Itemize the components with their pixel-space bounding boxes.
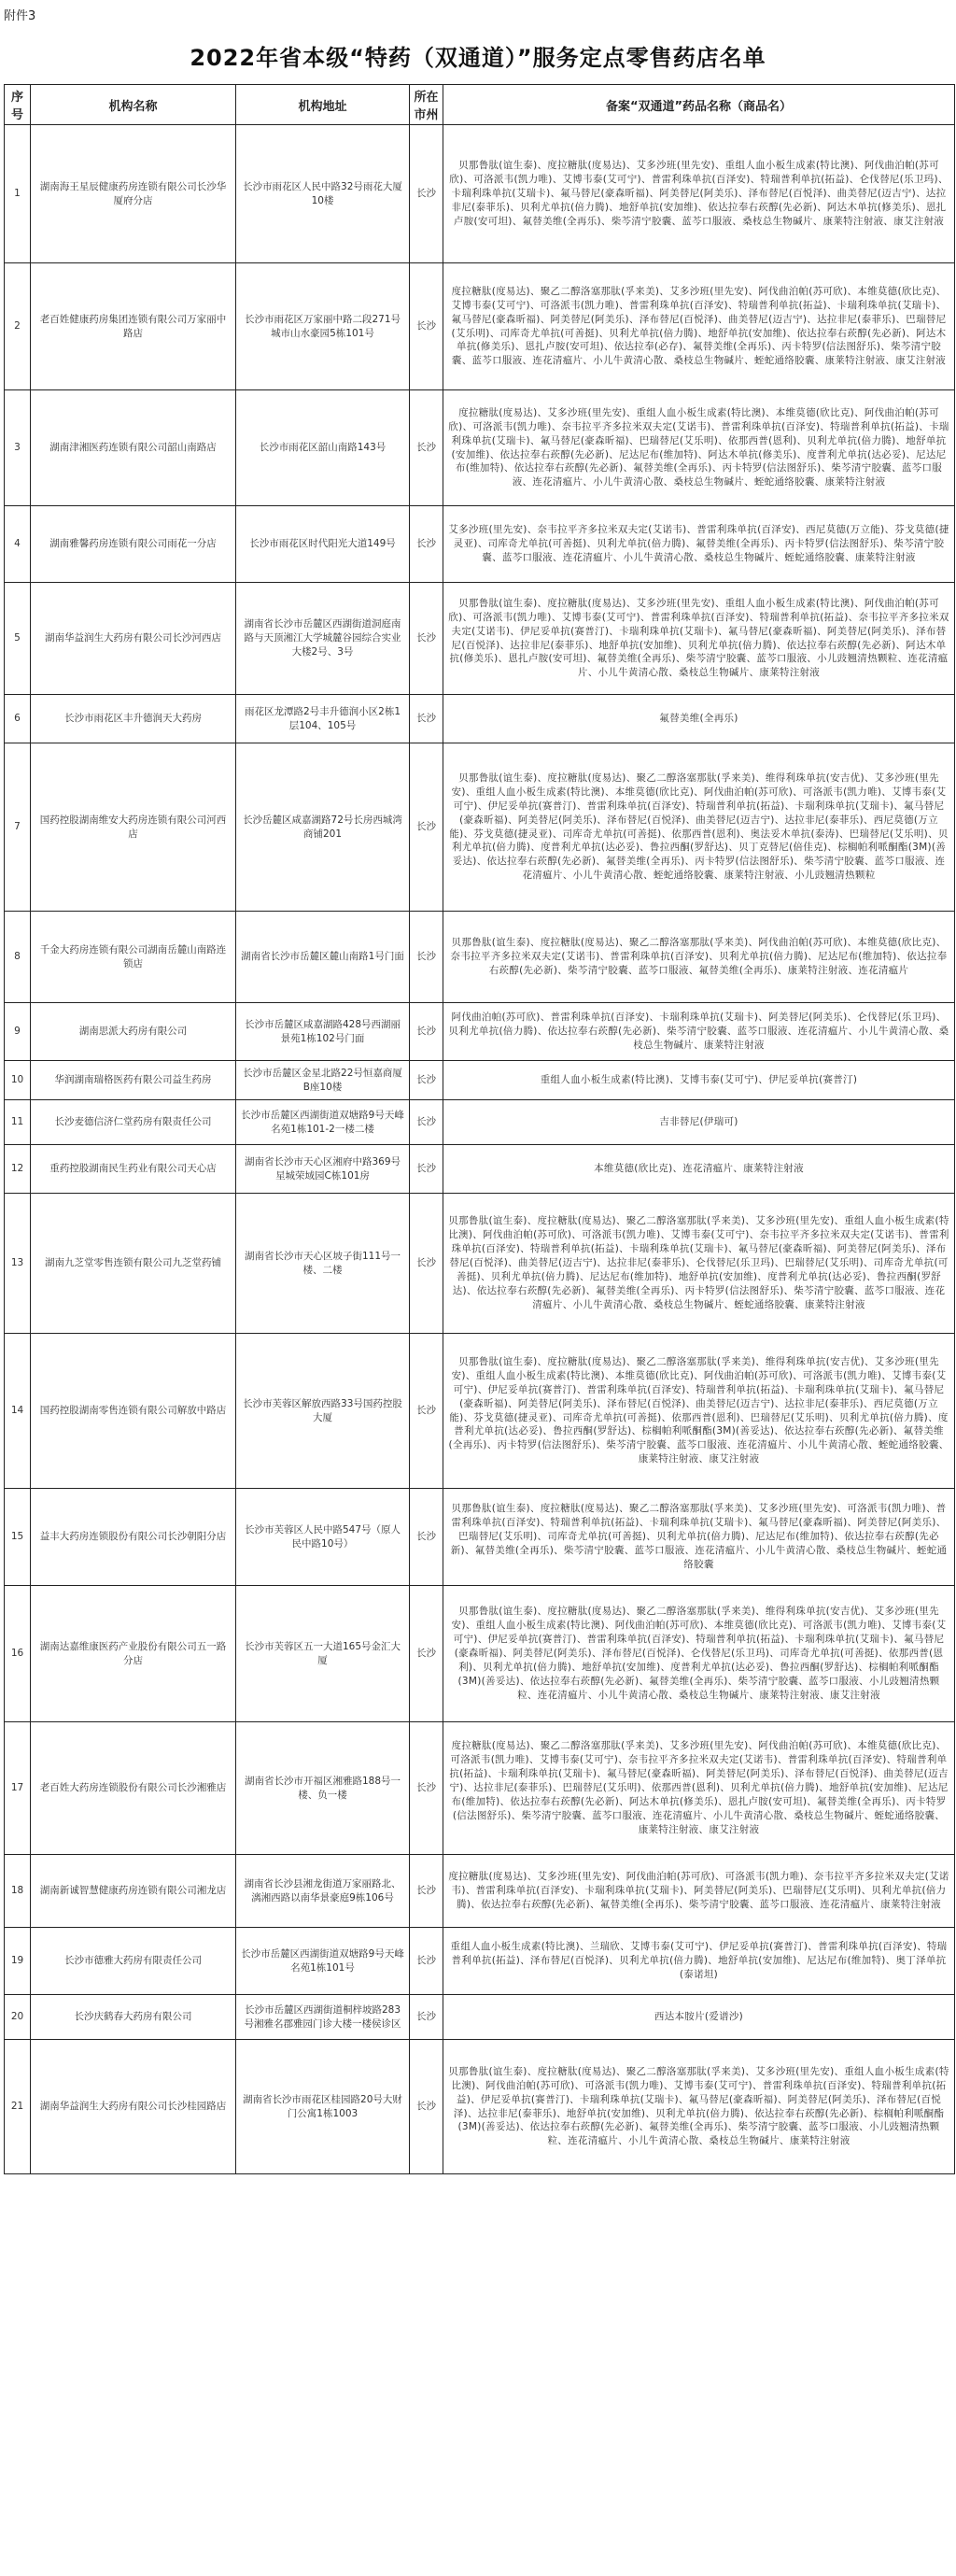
header-address: 机构地址 [236,85,410,125]
table-row [5,1334,955,1489]
city-cell: 长沙 [410,1995,443,2040]
drug-list: 阿伐曲泊帕(苏可欣)、普雷利珠单抗(百泽安)、卡瑞利珠单抗(艾瑞卡)、阿美替尼(阿美乐)、仑伐替尼(乐卫玛)、贝利尤单抗(倍力腾)、依达拉奉右莰醇(先必新)、柴芩清宁胶囊、蓝芩口服液、连花清瘟片、小儿牛黄清心散、桑枝总生物碱片、康莱特注射液 [443,1003,955,1061]
institution-name: 长沙麦德信济仁堂药房有限责任公司 [31,1100,236,1145]
drug-list: 贝那鲁肽(谊生泰)、度拉糖肽(度易达)、聚乙二醇洛塞那肽(孚来美)、维得利珠单抗(安吉优)、艾多沙班(里先安)、重组人血小板生成素(特比澳)、本维莫德(欣比克)、阿伐曲泊帕(苏可欣)、可洛派韦(凯力唯)、艾博韦泰(艾可宁)、伊尼妥单抗(赛普汀)、普雷利珠单抗(百泽安)、特瑞普利单抗(拓益)、卡瑞利珠单抗(艾瑞卡)、氟马替尼(豪森昕福)、阿美替尼(阿美乐)、泽布替尼(百悦泽)、曲美替尼(迈吉宁)、达拉非尼(泰菲乐)、西尼莫德(万立能)、芬戈莫德(捷灵亚)、司库奇尤单抗(可善挺)、依那西普(恩利)、奥法妥木单抗(泰涛)、巴瑞替尼(艾乐明)、贝利尤单抗(倍力腾)、度普利尤单抗(达必妥)、鲁拉西酮(罗舒达)、贝丁克替尼(倍佳克)、棕榈帕利哌酮酯(3M)(善妥达)、依达拉奉右莰醇(先必新)、氟替美维(全再乐)、丙卡特罗(信法图舒乐)、柴芩清宁胶囊、蓝芩口服液、连花清瘟片、小儿牛黄清心散、蛭蛇通络胶囊、康莱特注射液、小儿豉翘清热颗粒 [443,743,955,912]
table-row [5,1145,955,1194]
institution-address: 长沙市芙蓉区五一大道165号金汇大厦 [236,1586,410,1722]
city-cell: 长沙 [410,506,443,583]
city-cell: 长沙 [410,1334,443,1489]
table-body [5,125,955,2174]
city-cell: 长沙 [410,125,443,263]
drug-list: 度拉糖肽(度易达)、艾多沙班(里先安)、重组人血小板生成素(特比澳)、本维莫德(欣比克)、阿伐曲泊帕(苏可欣)、可洛派韦(凯力唯)、奈韦拉平齐多拉米双夫定(艾诺韦)、普雷利珠单抗(百泽安)、特瑞普利单抗(拓益)、卡瑞利珠单抗(艾瑞卡)、氟马替尼(豪森昕福)、巴瑞替尼(艾乐明)、依那西普(恩利)、贝利尤单抗(倍力腾)、地舒单抗(安加维)、依达拉奉右莰醇(先必新)、尼达尼布(维加特)、阿达木单抗(修美乐)、度普利尤单抗(达必妥)、尼达尼布(维加特)、依达拉奉右莰醇(先必新)、氟替美维(全再乐)、丙卡特罗(信法图舒乐)、柴芩清宁胶囊、蓝芩口服液、连花清瘟片、小儿牛黄清心散、桑枝总生物碱片、蛭蛇通络胶囊、康莱特注射液 [443,390,955,506]
table-row [5,1003,955,1061]
table-row [5,1995,955,2040]
institution-name: 湖南海王星辰健康药房连锁有限公司长沙华厦府分店 [31,125,236,263]
institution-address: 长沙市芙蓉区解放西路33号国药控股大厦 [236,1334,410,1489]
drug-list: 重组人血小板生成素(特比澳)、艾博韦泰(艾可宁)、伊尼妥单抗(赛普汀) [443,1061,955,1100]
city-cell: 长沙 [410,1194,443,1334]
city-cell: 长沙 [410,1586,443,1722]
institution-name: 湖南九芝堂零售连锁有限公司九芝堂药铺 [31,1194,236,1334]
row-number: 19 [5,1928,31,1995]
institution-name: 老百姓健康药房集团连锁有限公司万家丽中路店 [31,263,236,390]
table-row [5,1722,955,1855]
institution-address: 长沙市雨花区时代阳光大道149号 [236,506,410,583]
drug-list: 艾多沙班(里先安)、奈韦拉平齐多拉米双夫定(艾诺韦)、普雷利珠单抗(百泽安)、西尼莫德(万立能)、芬戈莫德(捷灵亚)、司库奇尤单抗(可善挺)、贝利尤单抗(倍力腾)、氟替美维(全再乐)、丙卡特罗(信法图舒乐)、柴芩清宁胶囊、蓝芩口服液、连花清瘟片、小儿牛黄清心散、桑枝总生物碱片、蛭蛇通络胶囊、康莱特注射液 [443,506,955,583]
drug-list: 贝那鲁肽(谊生泰)、度拉糖肽(度易达)、聚乙二醇洛塞那肽(孚来美)、维得利珠单抗(安吉优)、艾多沙班(里先安)、重组人血小板生成素(特比澳)、阿伐曲泊帕(苏可欣)、本维莫德(欣比克)、可洛派韦(凯力唯)、艾博韦泰(艾可宁)、伊尼妥单抗(赛普汀)、普雷利珠单抗(百泽安)、特瑞普利单抗(拓益)、卡瑞利珠单抗(艾瑞卡)、氟马替尼(豪森昕福)、阿美替尼(阿美乐)、泽布替尼(百悦泽)、仑伐替尼(乐卫玛)、司库奇尤单抗(可善挺)、依那西普(恩利)、贝利尤单抗(倍力腾)、地舒单抗(安加维)、度普利尤单抗(达必妥)、鲁拉西酮(罗舒达)、棕榈帕利哌酮酯(3M)(善妥达)、依达拉奉右莰醇(先必新)、氟替美维(全再乐)、柴芩清宁胶囊、蓝芩口服液、小儿豉翘清热颗粒、连花清瘟片、小儿牛黄清心散、桑枝总生物碱片、康莱特注射液、康艾注射液 [443,1586,955,1722]
institution-address: 长沙市雨花区人民中路32号雨花大厦10楼 [236,125,410,263]
city-cell: 长沙 [410,743,443,912]
city-cell: 长沙 [410,1061,443,1100]
institution-address: 湖南省长沙市开福区湘雅路188号一楼、负一楼 [236,1722,410,1855]
table-row [5,1586,955,1722]
header-no: 序号 [5,85,31,125]
row-number: 7 [5,743,31,912]
city-cell: 长沙 [410,1003,443,1061]
institution-name: 益丰大药房连锁股份有限公司长沙朝阳分店 [31,1489,236,1586]
row-number: 10 [5,1061,31,1100]
city-cell: 长沙 [410,1489,443,1586]
institution-address: 湖南省长沙市岳麓区麓山南路1号门面 [236,912,410,1003]
table-row [5,583,955,695]
row-number: 17 [5,1722,31,1855]
row-number: 18 [5,1855,31,1928]
institution-name: 重药控股湖南民生药业有限公司天心店 [31,1145,236,1194]
row-number: 11 [5,1100,31,1145]
institution-address: 雨花区龙潭路2号丰升德润小区2栋1层104、105号 [236,695,410,743]
page-title: 2022年省本级“特药（双通道）”服务定点零售药店名单 [190,45,766,71]
row-number: 3 [5,390,31,506]
row-number: 12 [5,1145,31,1194]
table-row [5,1061,955,1100]
drug-list: 度拉糖肽(度易达)、聚乙二醇洛塞那肽(孚来美)、艾多沙班(里先安)、阿伐曲泊帕(苏可欣)、本维莫德(欣比克)、艾博韦泰(艾可宁)、可洛派韦(凯力唯)、普雷利珠单抗(百泽安)、特瑞普利单抗(拓益)、卡瑞利珠单抗(艾瑞卡)、氟马替尼(豪森昕福)、阿美替尼(阿美乐)、泽布替尼(百悦泽)、曲美替尼(迈吉宁)、达拉非尼(泰菲乐)、巴瑞替尼(艾乐明)、司库奇尤单抗(可善挺)、贝利尤单抗(倍力腾)、地舒单抗(安加维)、依达拉奉右莰醇(先必新)、阿达木单抗(修美乐)、恩扎卢胺(安可坦)、依达拉奉(必存)、氟替美维(全再乐)、丙卡特罗(信法图舒乐)、柴芩清宁胶囊、蓝芩口服液、连花清瘟片、小儿牛黄清心散、桑枝总生物碱片、蛭蛇通络胶囊、康莱特注射液、康艾注射液 [443,263,955,390]
city-cell: 长沙 [410,390,443,506]
table-row [5,506,955,583]
row-number: 1 [5,125,31,263]
row-number: 20 [5,1995,31,2040]
table-row [5,1100,955,1145]
city-cell: 长沙 [410,263,443,390]
institution-address: 湖南省长沙市天心区湘府中路369号星城荣域园C栋101房 [236,1145,410,1194]
institution-name: 湖南新诚智慧健康药房连锁有限公司湘龙店 [31,1855,236,1928]
header-city: 所在市州 [410,85,443,125]
city-cell: 长沙 [410,1100,443,1145]
institution-address: 湖南省长沙市天心区坡子街111号一楼、二楼 [236,1194,410,1334]
row-number: 5 [5,583,31,695]
header-drugs: 备案“双通道”药品名称（商品名） [443,85,955,125]
institution-name: 华润湖南瑞格医药有限公司益生药房 [31,1061,236,1100]
drug-list: 贝那鲁肽(谊生泰)、度拉糖肽(度易达)、聚乙二醇洛塞那肽(孚来美)、艾多沙班(里先安)、重组人血小板生成素(特比澳)、阿伐曲泊帕(苏可欣)、可洛派韦(凯力唯)、艾博韦泰(艾可宁)、普雷利珠单抗(百泽安)、特瑞普利单抗(拓益)、伊尼妥单抗(赛普汀)、卡瑞利珠单抗(艾瑞卡)、氟马替尼(豪森昕福)、阿美替尼(阿美乐)、泽布替尼(百悦泽)、达拉非尼(泰菲乐)、地舒单抗(安加维)、贝利尤单抗(倍力腾)、依达拉奉右莰醇(先必新)、棕榈帕利哌酮酯(3M)(善妥达)、依达拉奉右莰醇(先必新)、氟替美维(全再乐)、柴芩清宁胶囊、蓝芩口服液、小儿豉翘清热颗粒、连花清瘟片、小儿牛黄清心散、桑枝总生物碱片、康莱特注射液 [443,2040,955,2174]
row-number: 14 [5,1334,31,1489]
institution-name: 老百姓大药房连锁股份有限公司长沙湘雅店 [31,1722,236,1855]
row-number: 9 [5,1003,31,1061]
institution-address: 长沙岳麓区咸嘉湖路72号长房西城湾商铺201 [236,743,410,912]
institution-name: 长沙庆鹤春大药房有限公司 [31,1995,236,2040]
table-row [5,695,955,743]
table-row [5,1855,955,1928]
institution-name: 长沙市德雅大药房有限责任公司 [31,1928,236,1995]
institution-address: 湖南省长沙县湘龙街道万家丽路北、漓湘西路以南华景豪庭9栋106号 [236,1855,410,1928]
drug-list: 贝那鲁肽(谊生泰)、度拉糖肽(度易达)、艾多沙班(里先安)、重组人血小板生成素(特比澳)、阿伐曲泊帕(苏可欣)、可洛派韦(凯力唯)、艾博韦泰(艾可宁)、普雷利珠单抗(百泽安)、特瑞普利单抗(拓益)、奈韦拉平齐多拉米双夫定(艾诺韦)、伊尼妥单抗(赛普汀)、卡瑞利珠单抗(艾瑞卡)、氟马替尼(豪森昕福)、阿美替尼(阿美乐)、泽布替尼(百悦泽)、达拉非尼(泰菲乐)、地舒单抗(安加维)、贝利尤单抗(倍力腾)、依达拉奉右莰醇(先必新)、阿达木单抗(修美乐)、恩扎卢胺(安可坦)、氟替美维(全再乐)、柴芩清宁胶囊、蓝芩口服液、小儿豉翘清热颗粒、连花清瘟片、小儿牛黄清心散、桑枝总生物碱片、康莱特注射液 [443,583,955,695]
drug-list: 吉非替尼(伊瑞可) [443,1100,955,1145]
row-number: 8 [5,912,31,1003]
institution-address: 长沙市岳麓区西湖街道桐梓坡路283号湘雅名郡雅园门诊大楼一楼侯诊区 [236,1995,410,2040]
row-number: 15 [5,1489,31,1586]
institution-name: 国药控股湖南维安大药房连锁有限公司河西店 [31,743,236,912]
drug-list: 氟替美维(全再乐) [443,695,955,743]
drug-list: 重组人血小板生成素(特比澳)、兰瑞欣、艾博韦泰(艾可宁)、伊尼妥单抗(赛普汀)、普雷利珠单抗(百泽安)、特瑞普利单抗(拓益)、泽布替尼(百悦泽)、贝利尤单抗(倍力腾)、地舒单抗(安加维)、尼达尼布(维加特)、奥丁泽单抗(泰诺坦) [443,1928,955,1995]
drug-list: 度拉糖肽(度易达)、艾多沙班(里先安)、阿伐曲泊帕(苏可欣)、可洛派韦(凯力唯)、奈韦拉平齐多拉米双夫定(艾诺韦)、普雷利珠单抗(百泽安)、卡瑞利珠单抗(艾瑞卡)、阿美替尼(阿美乐)、巴瑞替尼(艾乐明)、贝利尤单抗(倍力腾)、依达拉奉右莰醇(先必新)、氟替美维(全再乐)、柴芩清宁胶囊、蓝芩口服液、连花清瘟片、康莱特注射液 [443,1855,955,1928]
institution-name: 千金大药房连锁有限公司湖南岳麓山南路连锁店 [31,912,236,1003]
table-row [5,1489,955,1586]
city-cell: 长沙 [410,1928,443,1995]
institution-name: 湖南思派大药房有限公司 [31,1003,236,1061]
city-cell: 长沙 [410,1855,443,1928]
city-cell: 长沙 [410,583,443,695]
row-number: 13 [5,1194,31,1334]
row-number: 6 [5,695,31,743]
institution-name: 湖南达嘉维康医药产业股份有限公司五一路分店 [31,1586,236,1722]
drug-list: 贝那鲁肽(谊生泰)、度拉糖肽(度易达)、聚乙二醇洛塞那肽(孚来美)、阿伐曲泊帕(苏可欣)、本维莫德(欣比克)、奈韦拉平齐多拉米双夫定(艾诺韦)、普雷利珠单抗(百泽安)、贝利尤单抗(倍力腾)、尼达尼布(维加特)、依达拉奉右莰醇(先必新)、柴芩清宁胶囊、蓝芩口服液、氟替美维(全再乐)、康莱特注射液、连花清瘟片 [443,912,955,1003]
institution-address: 湖南省长沙市岳麓区西湖街道洞庭南路与天顶湘江大学城麓谷园综合实业大楼2号、3号 [236,583,410,695]
institution-address: 长沙市岳麓区金星北路22号恒嘉商厦B座10楼 [236,1061,410,1100]
city-cell: 长沙 [410,1722,443,1855]
institution-name: 湖南华益润生大药房有限公司长沙河西店 [31,583,236,695]
institution-address: 长沙市岳麓区西湖街道双塘路9号天峰名苑1栋101-2一楼二楼 [236,1100,410,1145]
drug-list: 西达本胺片(爱谱沙) [443,1995,955,2040]
row-number: 16 [5,1586,31,1722]
institution-name: 国药控股湖南零售连锁有限公司解放中路店 [31,1334,236,1489]
city-cell: 长沙 [410,2040,443,2174]
drug-list: 贝那鲁肽(谊生泰)、度拉糖肽(度易达)、聚乙二醇洛塞那肽(孚来美)、艾多沙班(里先安)、重组人血小板生成素(特比澳)、阿伐曲泊帕(苏可欣)、可洛派韦(凯力唯)、艾博韦泰(艾可宁)、奈韦拉平齐多拉米双夫定(艾诺韦)、普雷利珠单抗(百泽安)、特瑞普利单抗(拓益)、卡瑞利珠单抗(艾瑞卡)、氟马替尼(豪森昕福)、阿美替尼(阿美乐)、泽布替尼(百悦泽)、曲美替尼(迈吉宁)、达拉非尼(泰菲乐)、仑伐替尼(乐卫玛)、巴瑞替尼(艾乐明)、司库奇尤单抗(可善挺)、贝利尤单抗(倍力腾)、尼达尼布(维加特)、地舒单抗(安加维)、度普利尤单抗(达必妥)、鲁拉西酮(罗舒达)、依达拉奉右莰醇(先必新)、氟替美维(全再乐)、丙卡特罗(信法图舒乐)、柴芩清宁胶囊、蓝芩口服液、连花清瘟片、小儿牛黄清心散、桑枝总生物碱片、蛭蛇通络胶囊、康莱特注射液 [443,1194,955,1334]
drug-list: 贝那鲁肽(谊生泰)、度拉糖肽(度易达)、聚乙二醇洛塞那肽(孚来美)、艾多沙班(里先安)、可洛派韦(凯力唯)、普雷利珠单抗(百泽安)、特瑞普利单抗(拓益)、卡瑞利珠单抗(艾瑞卡)、氟马替尼(豪森昕福)、阿美替尼(阿美乐)、巴瑞替尼(艾乐明)、司库奇尤单抗(可善挺)、贝利尤单抗(倍力腾)、尼达尼布(维加特)、依达拉奉右莰醇(先必新)、氟替美维(全再乐)、柴芩清宁胶囊、蓝芩口服液、连花清瘟片、小儿牛黄清心散、桑枝总生物碱片、蛭蛇通络胶囊 [443,1489,955,1586]
city-cell: 长沙 [410,1145,443,1194]
row-number: 2 [5,263,31,390]
institution-name: 长沙市雨花区丰升德润天大药房 [31,695,236,743]
drug-list: 贝那鲁肽(谊生泰)、度拉糖肽(度易达)、聚乙二醇洛塞那肽(孚来美)、维得利珠单抗(安吉优)、艾多沙班(里先安)、重组人血小板生成素(特比澳)、本维莫德(欣比克)、阿伐曲泊帕(苏可欣)、可洛派韦(凯力唯)、艾博韦泰(艾可宁)、伊尼妥单抗(赛普汀)、普雷利珠单抗(百泽安)、特瑞普利单抗(拓益)、卡瑞利珠单抗(艾瑞卡)、氟马替尼(豪森昕福)、阿美替尼(阿美乐)、泽布替尼(百悦泽)、曲美替尼(迈吉宁)、达拉非尼(泰菲乐)、西尼莫德(万立能)、芬戈莫德(捷灵亚)、司库奇尤单抗(可善挺)、依那西普(恩利)、巴瑞替尼(艾乐明)、贝利尤单抗(倍力腾)、度普利尤单抗(达必妥)、鲁拉西酮(罗舒达)、棕榈帕利哌酮酯(3M)(善妥达)、依达拉奉右莰醇(先必新)、氟替美维(全再乐)、丙卡特罗(信法图舒乐)、柴芩清宁胶囊、蓝芩口服液、连花清瘟片、小儿牛黄清心散、蛭蛇通络胶囊、康莱特注射液、康艾注射液 [443,1334,955,1489]
institution-name: 湖南津湘医药连锁有限公司韶山南路店 [31,390,236,506]
table-row [5,1194,955,1334]
institution-name: 湖南华益润生大药房有限公司长沙桂园路店 [31,2040,236,2174]
annex-label: 附件3 [4,9,36,23]
row-number: 21 [5,2040,31,2174]
institution-address: 长沙市岳麓区咸嘉湖路428号西湖丽景苑1栋102号门面 [236,1003,410,1061]
table-row [5,125,955,263]
institution-address: 湖南省长沙市雨花区桂园路20号大财门公寓1栋1003 [236,2040,410,2174]
institution-address: 长沙市雨花区万家丽中路二段271号城市山水豪园5栋101号 [236,263,410,390]
table-row [5,390,955,506]
table-row [5,912,955,1003]
table-row [5,2040,955,2174]
drug-list: 贝那鲁肽(谊生泰)、度拉糖肽(度易达)、艾多沙班(里先安)、重组人血小板生成素(特比澳)、阿伐曲泊帕(苏可欣)、可洛派韦(凯力唯)、艾博韦泰(艾可宁)、普雷利珠单抗(百泽安)、特瑞普利单抗(拓益)、仑伐替尼(乐卫玛)、卡瑞利珠单抗(艾瑞卡)、氟马替尼(豪森昕福)、阿美替尼(阿美乐)、泽布替尼(百悦泽)、曲美替尼(迈吉宁)、达拉非尼(泰菲乐)、贝利尤单抗(倍力腾)、地舒单抗(安加维)、依达拉奉右莰醇(先必新)、阿达木单抗(修美乐)、恩扎卢胺(安可坦)、氟替美维(全再乐)、柴芩清宁胶囊、蓝芩口服液、桑枝总生物碱片、康莱特注射液、康艾注射液 [443,125,955,263]
institution-address: 长沙市芙蓉区人民中路547号（原人民中路10号） [236,1489,410,1586]
header-name: 机构名称 [31,85,236,125]
drug-list: 度拉糖肽(度易达)、聚乙二醇洛塞那肽(孚来美)、艾多沙班(里先安)、阿伐曲泊帕(苏可欣)、本维莫德(欣比克)、可洛派韦(凯力唯)、艾博韦泰(艾可宁)、奈韦拉平齐多拉米双夫定(艾诺韦)、普雷利珠单抗(百泽安)、特瑞普利单抗(拓益)、卡瑞利珠单抗(艾瑞卡)、氟马替尼(豪森昕福)、阿美替尼(阿美乐)、泽布替尼(百悦泽)、曲美替尼(迈吉宁)、达拉非尼(泰菲乐)、巴瑞替尼(艾乐明)、依那西普(恩利)、贝利尤单抗(倍力腾)、地舒单抗(安加维)、尼达尼布(维加特)、依达拉奉右莰醇(先必新)、阿达木单抗(修美乐)、恩扎卢胺(安可坦)、氟替美维(全再乐)、丙卡特罗(信法图舒乐)、柴芩清宁胶囊、蓝芩口服液、连花清瘟片、小儿牛黄清心散、桑枝总生物碱片、蛭蛇通络胶囊、康莱特注射液、康艾注射液 [443,1722,955,1855]
institution-address: 长沙市雨花区韶山南路143号 [236,390,410,506]
table-header-row [5,85,955,125]
table-row [5,743,955,912]
institution-name: 湖南雅馨药房连锁有限公司雨花一分店 [31,506,236,583]
row-number: 4 [5,506,31,583]
institution-address: 长沙市岳麓区西湖街道双塘路9号天峰名苑1栋101号 [236,1928,410,1995]
table-row [5,263,955,390]
pharmacy-table [4,84,955,2174]
drug-list: 本维莫德(欣比克)、连花清瘟片、康莱特注射液 [443,1145,955,1194]
table-row [5,1928,955,1995]
city-cell: 长沙 [410,695,443,743]
city-cell: 长沙 [410,912,443,1003]
